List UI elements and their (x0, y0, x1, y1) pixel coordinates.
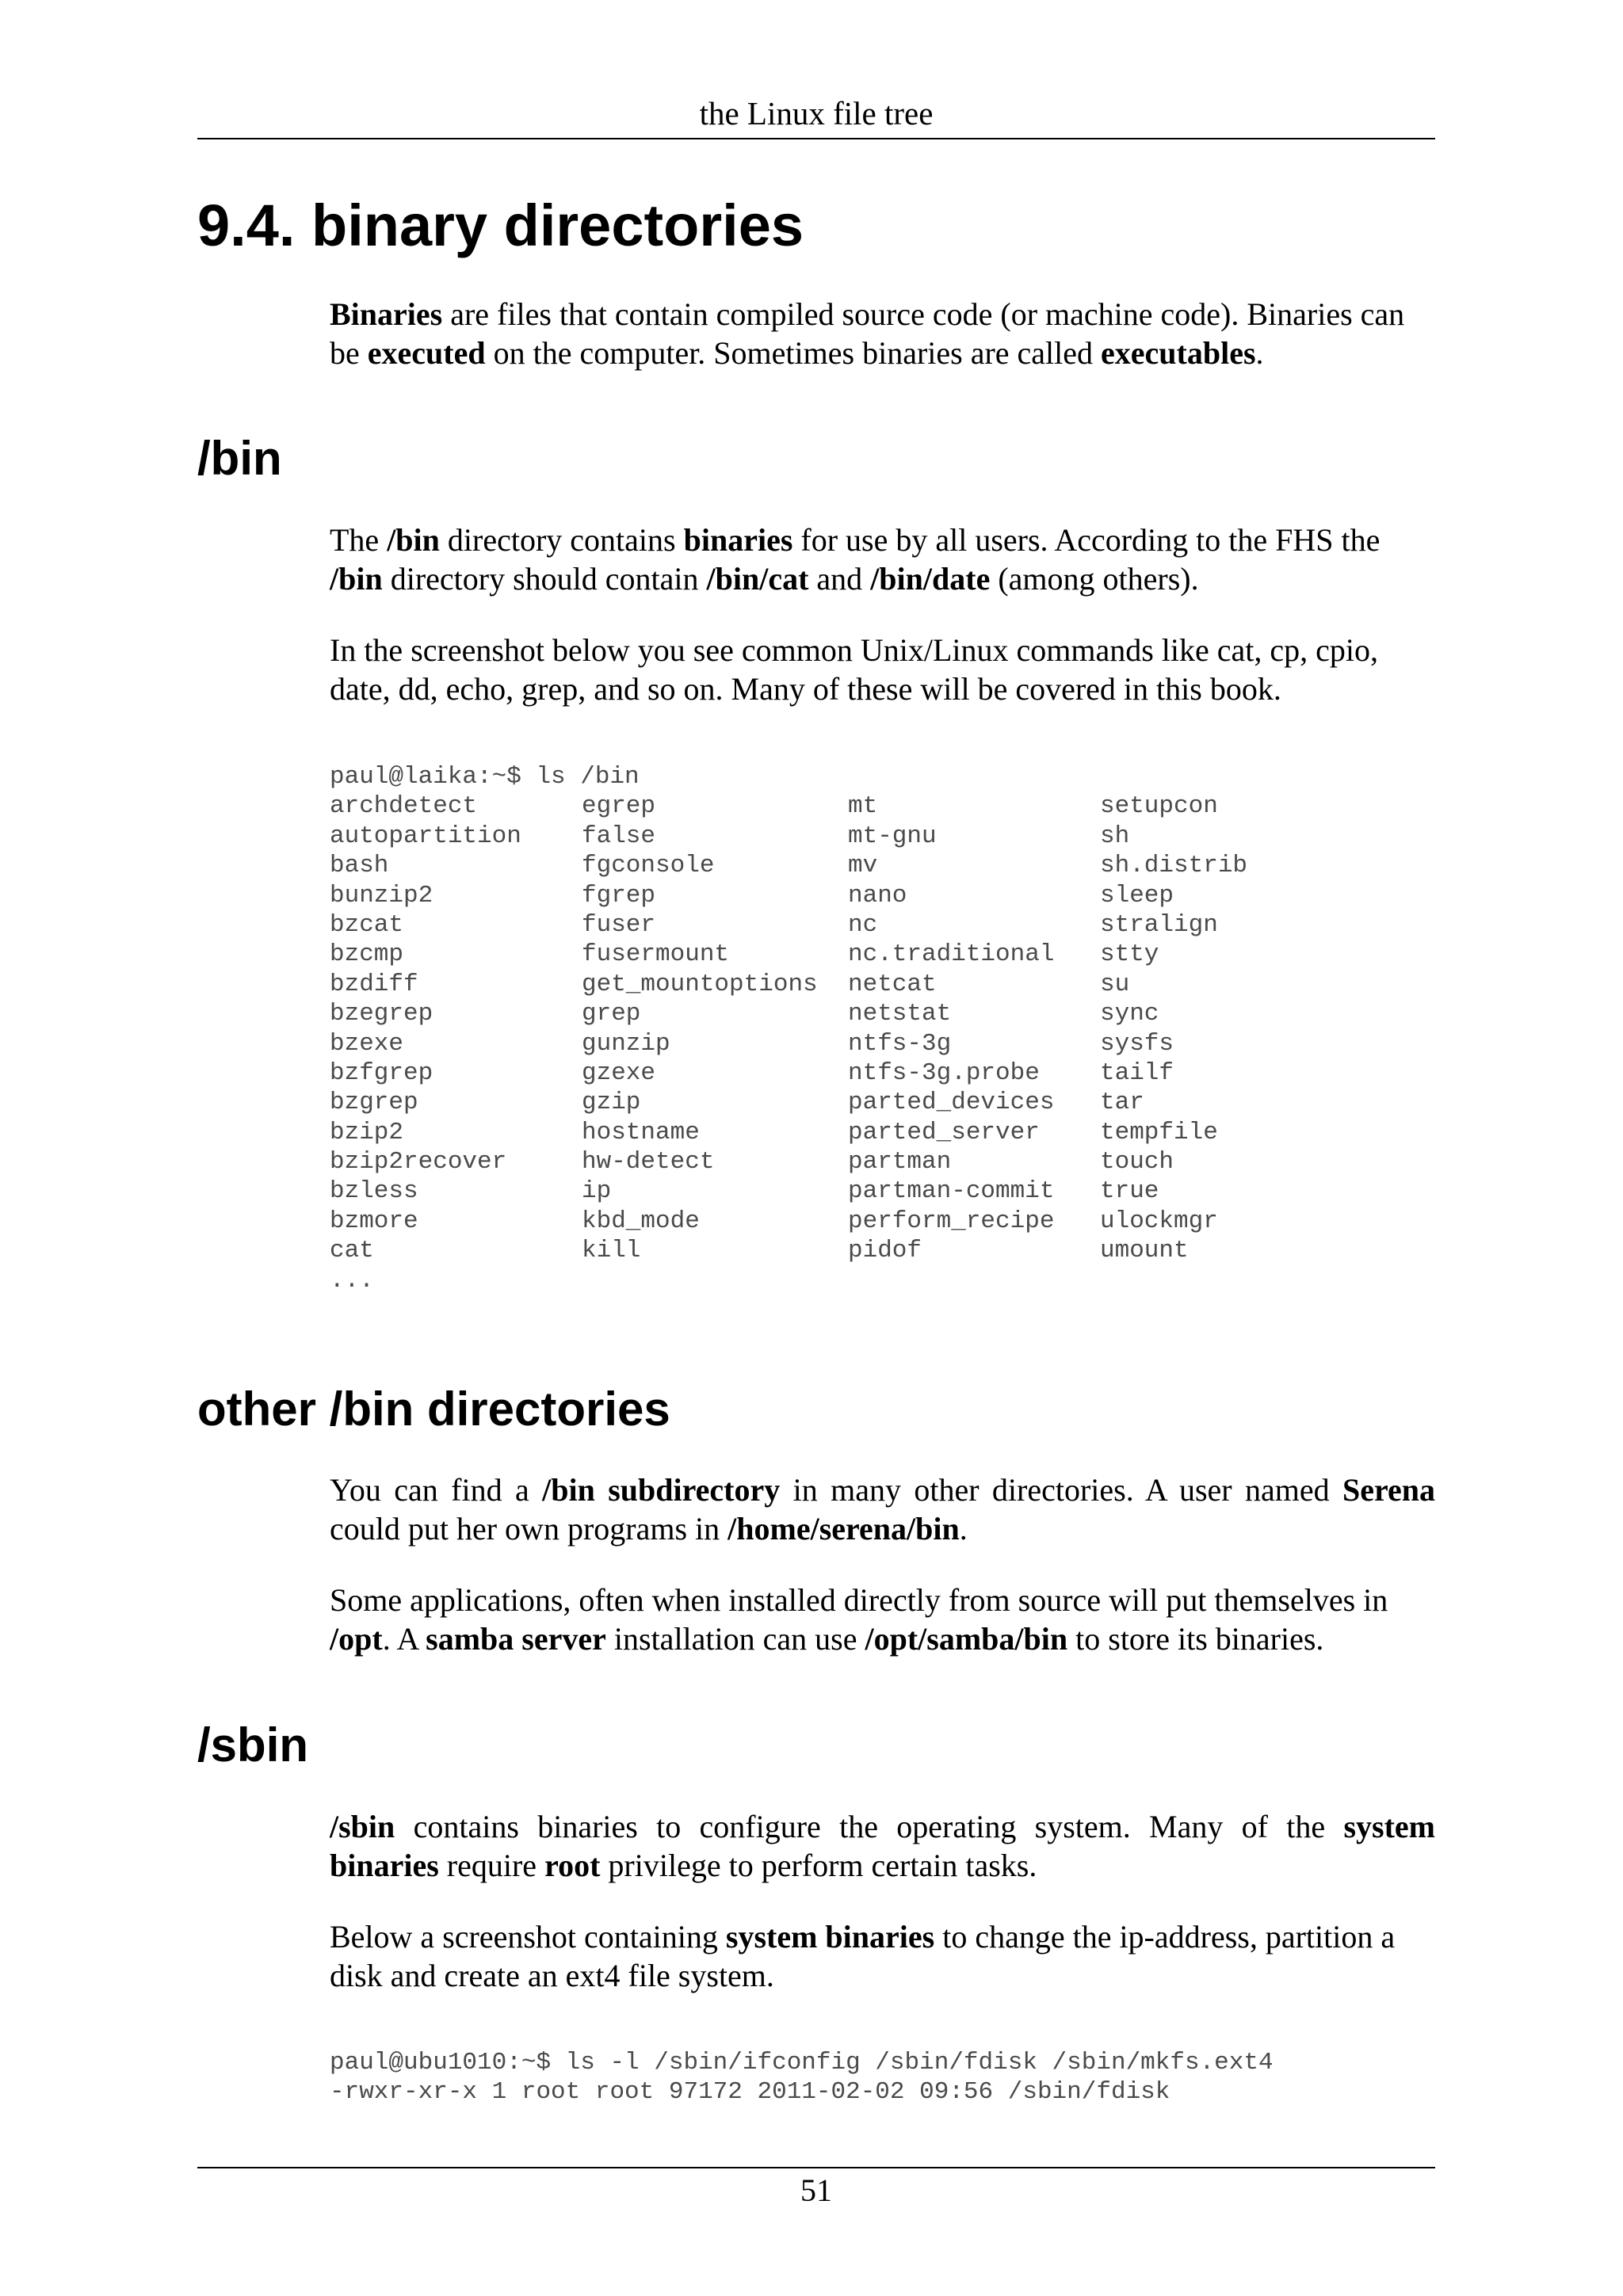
code-listing-cell: sysfs (1100, 1029, 1174, 1058)
code-listing-row (330, 1207, 1338, 1236)
code-line: paul@ubu1010:~$ ls -l /sbin/ifconfig /sbin/fdisk /sbin/mkfs.ext4 (330, 2049, 1274, 2077)
code-listing-cell: tempfile (1100, 1118, 1218, 1146)
code-listing-cell: perform_recipe (848, 1207, 1055, 1235)
code-listing-cell: partman (848, 1148, 952, 1177)
code-listing-cell: bzdiff (330, 970, 418, 998)
code-listing-cell: true (1100, 1177, 1159, 1206)
code-listing-cell: kbd_mode (582, 1207, 700, 1235)
code-listing-row (330, 1088, 1338, 1117)
code-listing-cell: bzcmp (330, 940, 404, 969)
section-title: 9.4. binary directories (197, 193, 804, 258)
code-listing-row (330, 910, 1338, 940)
code-listing-row (330, 999, 1338, 1028)
code-listing-row (330, 1058, 1338, 1088)
footer-rule (197, 2167, 1435, 2168)
other-bin-paragraph-1: You can find a /bin subdirectory in many other directories. A user named Serena could put her own programs in /home/serena/bin. (330, 1472, 1436, 1547)
code-listing-cell: parted_devices (848, 1089, 1055, 1117)
code-listing-cell: cat (330, 1237, 374, 1265)
running-header: the Linux file tree (699, 95, 934, 132)
code-listing-cell: egrep (582, 792, 656, 821)
code-listing-row (330, 822, 1338, 851)
code-listing-row (330, 1029, 1338, 1058)
code-listing-row (330, 1147, 1338, 1177)
code-listing-row (330, 970, 1338, 999)
code-listing-cell: mt-gnu (848, 822, 937, 850)
code-listing-cell: bzexe (330, 1029, 404, 1058)
bin-listing-code (330, 762, 1338, 1295)
sbin-listing-code (330, 2048, 1274, 2107)
code-listing-cell: sync (1100, 1000, 1159, 1028)
code-listing-cell: ntfs-3g (848, 1029, 952, 1058)
code-listing-cell: setupcon (1100, 792, 1218, 821)
code-listing-cell: gzip (582, 1089, 641, 1117)
code-listing-cell: nano (848, 881, 907, 910)
code-listing-cell: ulockmgr (1100, 1207, 1218, 1235)
code-ellipsis: ... (330, 1266, 374, 1295)
code-listing-cell: kill (582, 1237, 641, 1265)
bin-heading: /bin (197, 432, 282, 485)
code-listing-cell: sh (1100, 822, 1130, 850)
code-listing-cell: fgconsole (582, 852, 715, 880)
code-listing-cell: bzip2recover (330, 1148, 507, 1177)
code-listing-row (330, 881, 1338, 910)
bin-paragraph-2: In the screenshot below you see common Unix/Linux commands like cat, cp, cpio, date, dd, echo, grep, and so on. Many of these will be covered in this book. (330, 632, 1379, 707)
code-listing-cell: su (1100, 970, 1130, 998)
code-listing-cell: bzless (330, 1177, 418, 1206)
bin-listing-rows (330, 791, 1338, 1265)
sbin-paragraph-2: Below a screenshot containing system binaries to change the ip-address, partition a disk and create an ext4 file system. (330, 1919, 1396, 1993)
code-listing-row (330, 1236, 1338, 1265)
code-prompt-line: paul@laika:~$ ls /bin (330, 763, 640, 791)
code-listing-row (330, 1118, 1338, 1147)
code-listing-row (330, 940, 1338, 969)
code-listing-cell: bzip2 (330, 1118, 404, 1146)
code-listing-cell: fuser (582, 910, 656, 939)
code-listing-cell: nc.traditional (848, 940, 1055, 969)
code-listing-cell: autopartition (330, 822, 521, 850)
code-listing-cell: mt (848, 792, 878, 821)
code-listing-cell: umount (1100, 1237, 1189, 1265)
code-listing-cell: bzcat (330, 910, 404, 939)
page-number: 51 (800, 2172, 832, 2208)
code-listing-cell: tar (1100, 1089, 1144, 1117)
code-listing-cell: archdetect (330, 792, 478, 821)
code-listing-cell: fusermount (582, 940, 730, 969)
code-listing-cell: sh.distrib (1100, 852, 1248, 880)
sbin-heading: /sbin (197, 1718, 309, 1772)
code-listing-cell: grep (582, 1000, 641, 1028)
code-listing-cell: hostname (582, 1118, 700, 1146)
code-listing-cell: partman-commit (848, 1177, 1055, 1206)
code-listing-cell: fgrep (582, 881, 656, 910)
code-listing-cell: false (582, 822, 656, 850)
code-listing-cell: gzexe (582, 1058, 656, 1087)
code-listing-cell: bzgrep (330, 1089, 418, 1117)
code-listing-cell: tailf (1100, 1058, 1174, 1087)
code-listing-cell: pidof (848, 1237, 922, 1265)
bin-paragraph-1: The /bin directory contains binaries for use by all users. According to the FHS the /bin directory should contain /bin/cat and /bin/date (among others). (330, 522, 1381, 597)
code-listing-cell: bunzip2 (330, 881, 433, 910)
code-listing-cell: parted_server (848, 1118, 1040, 1146)
code-listing-cell: get_mountoptions (582, 970, 818, 998)
code-listing-cell: bzfgrep (330, 1058, 433, 1087)
code-listing-cell: bash (330, 852, 389, 880)
code-listing-cell: stty (1100, 940, 1159, 969)
code-listing-cell: netcat (848, 970, 937, 998)
code-listing-cell: hw-detect (582, 1148, 715, 1177)
code-listing-cell: ntfs-3g.probe (848, 1058, 1040, 1087)
code-listing-cell: stralign (1100, 910, 1218, 939)
other-bin-heading: other /bin directories (197, 1383, 670, 1436)
code-listing-cell: ip (582, 1177, 612, 1206)
code-listing-row (330, 851, 1338, 880)
code-listing-row (330, 1177, 1338, 1206)
code-line: -rwxr-xr-x 1 root root 97172 2011-02-02 09:56 /sbin/fdisk (330, 2078, 1170, 2107)
code-listing-cell: nc (848, 910, 878, 939)
code-listing-cell: bzmore (330, 1207, 418, 1235)
code-listing-cell: touch (1100, 1148, 1174, 1177)
code-listing-cell: netstat (848, 1000, 952, 1028)
code-listing-cell: mv (848, 852, 878, 880)
code-listing-row (330, 791, 1338, 821)
sbin-paragraph-1: /sbin contains binaries to configure the operating system. Many of the system binaries require root privilege to perform certain tasks. (330, 1809, 1435, 1883)
code-listing-cell: bzegrep (330, 1000, 433, 1028)
other-bin-paragraph-2: Some applications, often when installed directly from source will put themselves in /opt. A samba server installation can use /opt/samba/bin to store its binaries. (330, 1582, 1388, 1657)
code-listing-cell: gunzip (582, 1029, 670, 1058)
code-listing-cell: sleep (1100, 881, 1174, 910)
header-rule (197, 138, 1435, 139)
intro-paragraph: Binaries are files that contain compiled source code (or machine code). Binaries can be executed on the computer. Sometimes binaries are called executables. (330, 296, 1405, 371)
